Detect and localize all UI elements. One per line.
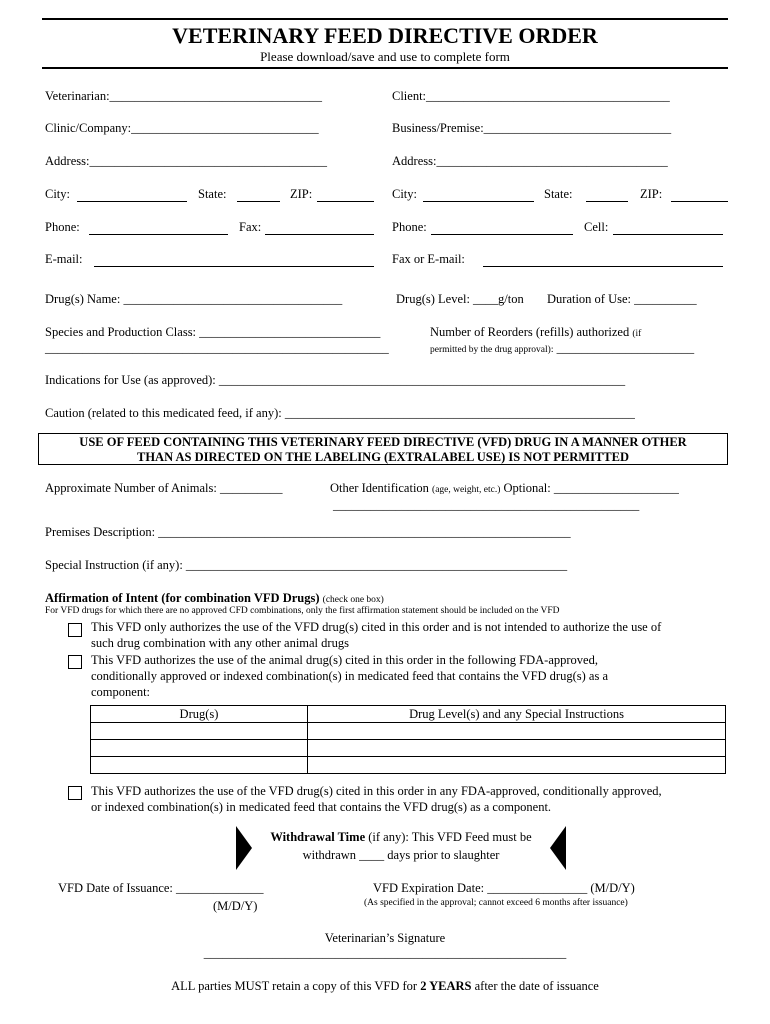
table-header-levels: Drug Level(s) and any Special Instructions <box>308 706 726 723</box>
table-row <box>91 723 726 740</box>
table-cell-drug[interactable] <box>91 757 308 774</box>
affirmation-opt3-line2: or indexed combination(s) in medicated feed that contains the VFD drug(s) as a component. <box>91 800 552 814</box>
affirmation-opt1-line2: such drug combination with any other animal drugs <box>91 636 349 650</box>
vet-fax-line[interactable] <box>265 234 374 235</box>
drug-name-field[interactable]: Drug(s) Name: ___________________________________ <box>45 292 343 306</box>
table-row <box>91 740 726 757</box>
warning-line-1: USE OF FEED CONTAINING THIS VETERINARY FEED DIRECTIVE (VFD) DRUG IN A MANNER OTHER <box>79 435 687 449</box>
issuance-date-field[interactable]: VFD Date of Issuance: ______________ <box>58 881 264 895</box>
signature-line[interactable]: __________________________________________________________ <box>203 946 567 960</box>
table-row <box>91 757 726 774</box>
client-phone-line[interactable] <box>431 234 573 235</box>
approx-animals-field[interactable]: Approximate Number of Animals: __________ <box>45 481 283 495</box>
retention-pre: ALL parties MUST retain a copy of this VFD for <box>171 979 418 993</box>
premises-field[interactable]: Premises Description: __________________________________________________________________ <box>45 525 571 539</box>
client-fax-email-label: Fax or E-mail: <box>392 252 465 266</box>
affirmation-checkbox-2[interactable] <box>68 655 82 669</box>
other-id-line2[interactable]: _________________________________________________ <box>333 498 640 512</box>
reorders-note: permitted by the drug approval): <box>430 345 554 355</box>
client-city-line[interactable] <box>423 201 534 202</box>
page-subtitle: Please download/save and use to complete form <box>260 49 510 64</box>
other-id-field[interactable] <box>330 481 679 496</box>
page-title: VETERINARY FEED DIRECTIVE ORDER <box>172 23 598 48</box>
vet-phone-line[interactable] <box>89 234 228 235</box>
duration-field[interactable]: Duration of Use: __________ <box>547 292 697 306</box>
affirmation-title: Affirmation of Intent (for combination VFD Drugs) <box>45 591 320 605</box>
table-cell-drug[interactable] <box>91 740 308 757</box>
indications-field[interactable]: Indications for Use (as approved): _________________________________________________________________ <box>45 373 626 387</box>
vet-zip-line[interactable] <box>317 201 374 202</box>
expiration-date-note: (As specified in the approval; cannot exceed 6 months after issuance) <box>364 898 628 908</box>
affirmation-note: For VFD drugs for which there are no approved CFD combinations, only the first affirmation statement should be included on the VFD <box>45 606 560 616</box>
other-id-optional[interactable]: Optional: ____________________ <box>503 481 679 495</box>
header-rule <box>42 67 728 69</box>
affirmation-opt3-line1: This VFD authorizes the use of the VFD drug(s) cited in this order in any FDA-approved, conditionally approved, <box>91 784 662 798</box>
vet-city-label: City: <box>45 187 71 201</box>
right-arrow-icon <box>550 826 566 870</box>
table-header-row <box>91 706 726 723</box>
client-cell-label: Cell: <box>584 220 609 234</box>
affirmation-checkbox-1[interactable] <box>68 623 82 637</box>
top-rule <box>42 18 728 20</box>
extralabel-warning-box <box>38 433 728 465</box>
client-phone-label: Phone: <box>392 220 427 234</box>
clinic-field[interactable]: Clinic/Company:______________________________ <box>45 121 319 135</box>
reorders-blank[interactable]: ______________________ <box>556 341 695 355</box>
retention-period: 2 YEARS <box>420 979 472 993</box>
table-header-drugs: Drug(s) <box>91 706 308 723</box>
vet-state-line[interactable] <box>237 201 280 202</box>
affirmation-opt2-line2: conditionally approved or indexed combination(s) in medicated feed that contains the VFD drug(s) as a <box>91 669 608 683</box>
left-arrow-icon <box>236 826 252 870</box>
affirmation-heading <box>45 591 384 606</box>
affirmation-opt1-line1: This VFD only authorizes the use of the VFD drug(s) cited in this order and is not intended to authorize the use of <box>91 620 662 634</box>
vet-state-label: State: <box>198 187 227 201</box>
withdrawal-line-2[interactable]: withdrawn ____ days prior to slaughter <box>302 848 500 862</box>
other-id-small: (age, weight, etc.) <box>432 485 501 495</box>
signature-label: Veterinarian’s Signature <box>324 931 446 945</box>
client-fax-email-line[interactable] <box>483 266 723 267</box>
vet-email-line[interactable] <box>94 266 374 267</box>
client-state-label: State: <box>544 187 573 201</box>
withdrawal-label: Withdrawal Time <box>270 830 366 844</box>
reorders-text: Number of Reorders (refills) authorized <box>430 325 630 339</box>
other-id-label: Other Identification <box>330 481 429 495</box>
caution-field[interactable]: Caution (related to this medicated feed, if any): ________________________________________________________ <box>45 406 635 420</box>
client-field[interactable]: Client:_______________________________________ <box>392 89 670 103</box>
veterinarian-field[interactable]: Veterinarian:__________________________________ <box>45 89 323 103</box>
affirmation-opt2-line3: component: <box>91 685 151 699</box>
vet-address-field[interactable]: Address:______________________________________ <box>45 154 327 168</box>
vet-fax-label: Fax: <box>239 220 262 234</box>
client-address-field[interactable]: Address:_____________________________________ <box>392 154 668 168</box>
table-cell-level[interactable] <box>308 757 726 774</box>
reorders-line2[interactable] <box>430 341 694 356</box>
vet-phone-label: Phone: <box>45 220 80 234</box>
client-zip-line[interactable] <box>671 201 728 202</box>
vet-city-line[interactable] <box>77 201 187 202</box>
expiration-date-field[interactable]: VFD Expiration Date: ________________ (M/D/Y) <box>373 881 635 895</box>
reorders-label <box>430 325 641 340</box>
affirmation-checkbox-3[interactable] <box>68 786 82 800</box>
table-cell-drug[interactable] <box>91 723 308 740</box>
affirmation-check-note: (check one box) <box>322 595 384 605</box>
retention-notice <box>0 979 770 994</box>
withdrawal-line-1 <box>256 830 546 845</box>
vet-email-label: E-mail: <box>45 252 83 266</box>
client-cell-line[interactable] <box>613 234 723 235</box>
client-zip-label: ZIP: <box>640 187 663 201</box>
warning-line-2: THAN AS DIRECTED ON THE LABELING (EXTRALABEL USE) IS NOT PERMITTED <box>136 450 630 464</box>
reorders-if: (if <box>632 329 642 339</box>
client-city-label: City: <box>392 187 418 201</box>
table-cell-level[interactable] <box>308 723 726 740</box>
combination-drug-table <box>90 705 726 774</box>
species-field[interactable]: Species and Production Class: _____________________________ <box>45 325 381 339</box>
client-state-line[interactable] <box>586 201 628 202</box>
table-cell-level[interactable] <box>308 740 726 757</box>
affirmation-opt2-line1: This VFD authorizes the use of the animal drug(s) cited in this order in the following FDA-approved, <box>91 653 598 667</box>
business-field[interactable]: Business/Premise:______________________________ <box>392 121 672 135</box>
drug-level-field[interactable]: Drug(s) Level: ____g/ton <box>396 292 524 306</box>
retention-post: after the date of issuance <box>474 979 599 993</box>
special-instruction-field[interactable]: Special Instruction (if any): _____________________________________________________________ <box>45 558 568 572</box>
issuance-date-format: (M/D/Y) <box>213 899 258 913</box>
species-line2[interactable]: _______________________________________________________ <box>45 341 389 355</box>
withdrawal-rest: (if any): This VFD Feed must be <box>368 830 532 844</box>
vet-zip-label: ZIP: <box>290 187 313 201</box>
